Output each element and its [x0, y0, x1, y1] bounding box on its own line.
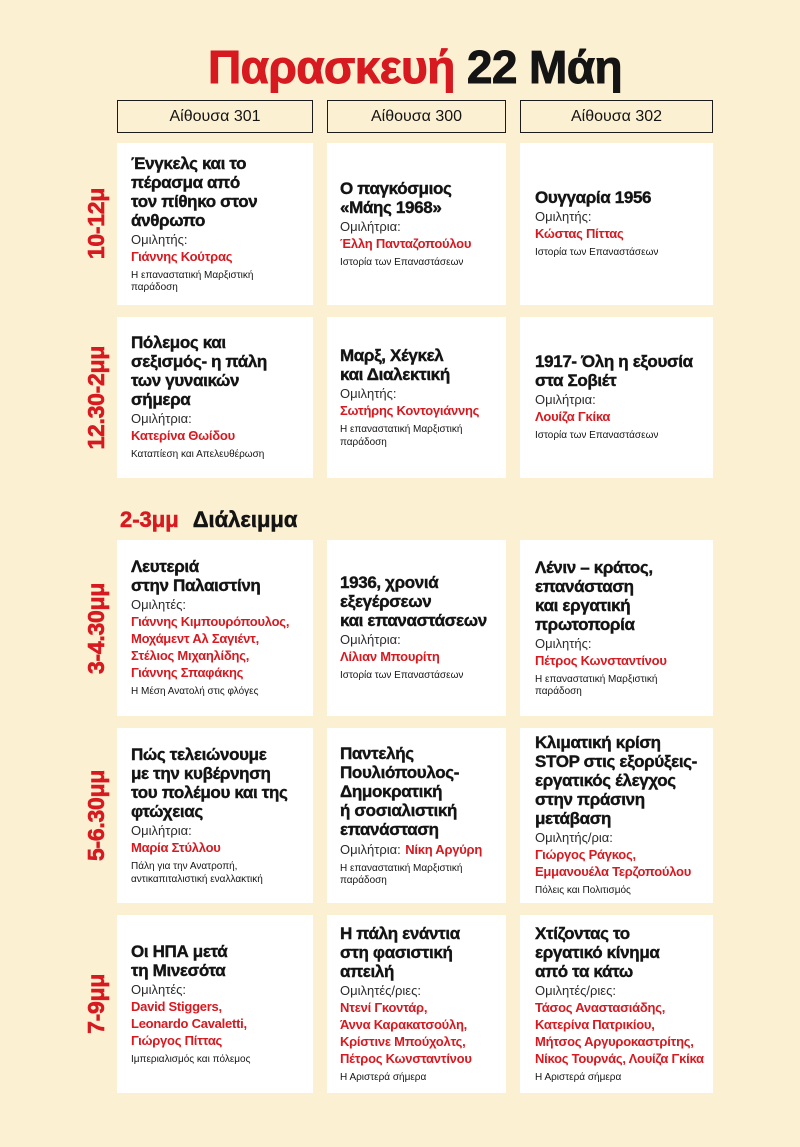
speaker-name: Γιάννης Κιμπουρόπουλος, — [131, 614, 290, 630]
talk-title — [535, 924, 707, 981]
speaker-block — [535, 983, 707, 1067]
speaker-block — [535, 392, 707, 425]
room-header-300: Αίθουσα 300 — [327, 100, 506, 133]
talk-title-line: από τα κάτω — [535, 961, 633, 981]
talk-title-line: «Μάης 1968» — [340, 197, 442, 217]
talk-title-line: Λένιν – κράτος, — [535, 557, 653, 577]
talk-card — [327, 540, 506, 716]
break-time: 2-3μμ — [120, 507, 179, 532]
talk-title-line: μετάβαση — [535, 809, 612, 829]
talk-title — [131, 333, 307, 409]
speaker-name: Leonardo Cavaletti, — [131, 1015, 247, 1031]
talk-category-line: Ιμπεριαλισμός και πόλεμος — [131, 1053, 251, 1065]
time-slot — [81, 317, 111, 478]
time-slot — [81, 728, 111, 903]
talk-title-line: σήμερα — [131, 390, 191, 410]
talk-title-line: πρωτοπορία — [535, 614, 635, 634]
talk-category — [340, 424, 500, 449]
speaker-block — [340, 386, 500, 419]
talk-title-line: Πουλιόπουλος- — [340, 762, 460, 782]
speaker-label: Ομιλητές: — [131, 981, 187, 997]
talk-title-line: με την κυβέρνηση — [131, 764, 271, 783]
talk-card — [117, 317, 313, 478]
talk-title-line: ή σοσιαλιστική — [340, 800, 458, 820]
speaker-block — [131, 823, 307, 856]
talk-title-line: στα Σοβιέτ — [535, 371, 617, 391]
speaker-name: Λουίζα Γκίκα — [535, 409, 611, 425]
talk-title-line: 1936, χρονιά — [340, 573, 439, 593]
talk-category-line: Ιστορία των Επαναστάσεων — [340, 670, 464, 682]
talk-title-line: Η πάλη ενάντια — [340, 923, 460, 943]
talk-category-line: Καταπίεση και Απελευθέρωση — [131, 449, 265, 461]
speaker-label: Ομιλήτρια: — [340, 841, 401, 857]
talk-title-line: στην Παλαιστίνη — [131, 576, 261, 596]
speaker-name: Εμμανουέλα Τερζοπούλου — [535, 864, 692, 880]
talk-title-line: Χτίζοντας το — [535, 923, 630, 943]
speaker-name: Νίκη Αργύρη — [405, 841, 483, 857]
talk-card — [117, 728, 313, 903]
speaker-label: Ομιλήτρια: — [340, 218, 401, 234]
talk-title-line: STOP στις εξορύξεις- — [535, 752, 697, 772]
talk-card — [520, 915, 713, 1093]
time-slot-label: 3-4.30μμ — [82, 582, 109, 674]
talk-category-line: Η Αριστερά σήμερα — [535, 1071, 622, 1083]
talk-title-line: τον πίθηκο στον — [131, 191, 258, 211]
speaker-name: Μαρία Στύλλου — [131, 840, 221, 855]
talk-title — [131, 154, 307, 230]
talk-title-line: Ο παγκόσμιος — [340, 178, 452, 198]
speaker-name: Γιώργος Πίττας — [131, 1032, 223, 1048]
talk-title-line: Πώς τελειώνουμε — [131, 745, 267, 764]
room-header-301: Αίθουσα 301 — [117, 100, 313, 133]
talk-title-line: στη φασιστική — [340, 942, 453, 962]
speaker-name: Κατερίνα Πατρικίου, — [535, 1016, 655, 1032]
speaker-label: Ομιλητής/ρια: — [535, 830, 613, 846]
talk-category — [535, 430, 707, 443]
speaker-label: Ομιλητής: — [535, 209, 592, 225]
talk-category-line: Ιστορία των Επαναστάσεων — [340, 256, 464, 268]
session-row — [82, 728, 713, 903]
talk-title-line: απειλή — [340, 961, 394, 981]
talk-category-line: Ιστορία των Επαναστάσεων — [535, 247, 659, 259]
talk-category — [535, 1072, 707, 1085]
talk-title-line: Μαρξ, Χέγκελ — [340, 346, 444, 365]
talk-card — [117, 915, 313, 1093]
talk-title-line: εργατικός έλεγχος — [535, 771, 676, 791]
talk-title-line: άνθρωπο — [131, 210, 205, 230]
speaker-name: Γιώργος Ράγκος, — [535, 847, 636, 863]
talk-title-line: 1917- Όλη η εξουσία — [535, 352, 693, 372]
speaker-name: Κώστας Πίττας — [535, 226, 624, 242]
session-row — [82, 540, 713, 716]
talk-title-line: πέρασμα από — [131, 172, 240, 192]
talk-category-line: Η επαναστατική Μαρξιστική — [131, 269, 254, 281]
talk-category — [535, 674, 707, 699]
talk-title — [131, 557, 307, 595]
speaker-block — [535, 209, 707, 242]
speaker-block — [131, 411, 307, 444]
speaker-block — [535, 830, 707, 880]
talk-title-line: του πολέμου και της — [131, 783, 288, 802]
talk-category — [131, 449, 307, 462]
break-label: Διάλειμμα — [192, 507, 298, 532]
talk-title-line: Δημοκρατική — [340, 781, 443, 801]
speaker-label: Ομιλήτρια: — [340, 632, 401, 648]
talk-category — [131, 686, 307, 699]
speaker-label: Ομιλήτρια: — [131, 411, 192, 427]
speaker-label: Ομιλητές/ριες: — [340, 982, 421, 998]
speaker-name: Κατερίνα Θωίδου — [131, 428, 235, 444]
talk-category — [131, 861, 307, 886]
talk-card — [327, 143, 506, 305]
speaker-label: Ομιλητές: — [131, 597, 187, 613]
session-row — [82, 143, 713, 305]
talk-category-line: Η επαναστατική Μαρξιστική — [535, 673, 658, 685]
talk-title — [131, 942, 307, 980]
speaker-name: Άννα Καρακατσούλη, — [340, 1016, 468, 1032]
speaker-block — [131, 597, 307, 681]
speaker-name: Πέτρος Κωνσταντίνου — [340, 1050, 472, 1066]
talk-category-line: παράδοση — [340, 436, 387, 448]
talk-title-line: επανάσταση — [535, 576, 634, 596]
talk-title — [535, 733, 707, 828]
time-slot-label: 10-12μ — [82, 188, 109, 260]
speaker-label: Ομιλητής: — [131, 231, 188, 247]
speaker-name: Στέλιος Μιχαηλίδης, — [131, 648, 250, 664]
talk-category — [535, 885, 707, 898]
talk-title-line: Λευτεριά — [131, 557, 199, 577]
time-slot — [81, 915, 111, 1093]
talk-category-line: Η Μέση Ανατολή στις φλόγες — [131, 686, 259, 698]
speaker-name: David Stiggers, — [131, 998, 222, 1014]
time-slot-label: 12.30-2μμ — [82, 345, 109, 450]
talk-title-line: Κλιματική κρίση — [535, 733, 661, 753]
talk-title-line: φτώχειας — [131, 802, 203, 821]
talk-title-line: και Διαλεκτική — [340, 365, 450, 384]
speaker-block — [340, 841, 500, 858]
talk-card — [520, 143, 713, 305]
speaker-name: Σωτήρης Κοντογιάννης — [340, 403, 480, 418]
talk-category — [131, 1054, 307, 1067]
talk-card — [327, 915, 506, 1093]
talk-title-line: στην πράσινη — [535, 790, 645, 810]
break-row — [120, 505, 297, 535]
talk-title-line: και επαναστάσεων — [340, 611, 487, 631]
speaker-name: Τάσος Αναστασιάδης, — [535, 999, 666, 1015]
speaker-block — [340, 983, 500, 1067]
time-slot — [81, 143, 111, 305]
time-slot-label: 5-6.30μμ — [82, 770, 109, 861]
talk-title-line: τη Μινεσότα — [131, 960, 226, 980]
talk-title-line: και εργατική — [535, 595, 631, 615]
speaker-name: Κρίστινε Μπούχολτς, — [340, 1033, 466, 1049]
talk-category-line: παράδοση — [131, 282, 178, 293]
talk-card — [327, 317, 506, 478]
time-slot-label: 7-9μμ — [82, 974, 109, 1034]
talk-category — [131, 270, 307, 295]
speaker-label: Ομιλητές/ριες: — [535, 982, 616, 998]
talk-title — [340, 179, 500, 217]
speaker-name: Πέτρος Κωνσταντίνου — [535, 652, 667, 668]
talk-category — [340, 257, 500, 270]
talk-card — [520, 317, 713, 478]
talk-title-line: Οι ΗΠΑ μετά — [131, 941, 228, 961]
speaker-name: Ντενί Γκοντάρ, — [340, 999, 428, 1015]
talk-title-line: Ένγκελς και το — [131, 153, 247, 173]
time-slot — [81, 540, 111, 716]
talk-title-line: εργατικό κίνημα — [535, 942, 660, 962]
talk-title — [535, 352, 707, 390]
speaker-name: Νίκος Τουρνάς, Λουίζα Γκίκα — [535, 1050, 704, 1066]
talk-title — [340, 744, 500, 839]
talk-title-line: των γυναικών — [131, 371, 240, 391]
talk-card — [117, 540, 313, 716]
speaker-block — [535, 636, 707, 669]
speaker-block — [340, 632, 500, 665]
talk-title — [340, 573, 500, 630]
speaker-block — [131, 232, 307, 265]
talk-title-line: Παντελής — [340, 743, 414, 763]
talk-card — [117, 143, 313, 305]
speaker-block — [340, 219, 500, 252]
talk-title-line: εξεγέρσεων — [340, 592, 432, 612]
talk-category — [340, 863, 500, 888]
speaker-name: Μοχάμεντ Αλ Σαγιέντ, — [131, 631, 259, 647]
talk-title-line: σεξισμός- η πάλη — [131, 352, 267, 372]
talk-category-line: Πόλεις και Πολιτισμός — [535, 885, 631, 897]
speaker-block — [131, 982, 307, 1049]
talk-category-line: παράδοση — [535, 686, 582, 697]
speaker-name: Έλλη Πανταζοπούλου — [340, 235, 472, 251]
talk-title-line: Πόλεμος και — [131, 333, 226, 353]
talk-card — [327, 728, 506, 903]
session-row — [82, 915, 713, 1093]
talk-title — [340, 924, 500, 981]
talk-category-line: αντικαπιταλιστική εναλλακτική — [131, 873, 263, 885]
talk-category — [340, 1072, 500, 1085]
talk-category-line: Ιστορία των Επαναστάσεων — [535, 430, 659, 442]
session-row — [82, 317, 713, 478]
talk-category — [340, 670, 500, 683]
speaker-row — [340, 841, 500, 858]
room-header-302: Αίθουσα 302 — [520, 100, 713, 133]
speaker-label: Ομιλητής: — [340, 386, 397, 401]
title-date: 22 Μάη — [466, 41, 622, 93]
talk-title — [131, 745, 307, 821]
talk-title — [340, 346, 500, 384]
talk-category-line: Η επαναστατική Μαρξιστική — [340, 424, 463, 435]
talk-card — [520, 540, 713, 716]
page-title — [117, 38, 713, 96]
talk-category — [535, 247, 707, 260]
talk-card — [520, 728, 713, 903]
room-headers — [117, 100, 713, 133]
speaker-name: Γιάννης Σπαφάκης — [131, 665, 244, 681]
title-day: Παρασκευή — [208, 41, 455, 93]
talk-category-line: Πάλη για την Ανατροπή, — [131, 861, 238, 872]
speaker-name: Λίλιαν Μπουρίτη — [340, 649, 440, 665]
talk-title-line: επανάσταση — [340, 819, 439, 839]
talk-title-line: Ουγγαρία 1956 — [535, 188, 652, 208]
speaker-label: Ομιλήτρια: — [131, 823, 192, 838]
talk-category-line: Η επαναστατική Μαρξιστική — [340, 862, 463, 874]
talk-title — [535, 188, 707, 207]
speaker-label: Ομιλητής: — [535, 635, 592, 651]
speaker-label: Ομιλήτρια: — [535, 392, 596, 408]
speaker-name: Γιάννης Κούτρας — [131, 248, 233, 264]
talk-category-line: παράδοση — [340, 875, 387, 886]
talk-category-line: Η Αριστερά σήμερα — [340, 1071, 427, 1083]
speaker-name: Μήτσος Αργυροκαστρίτης, — [535, 1033, 694, 1049]
talk-title — [535, 558, 707, 634]
